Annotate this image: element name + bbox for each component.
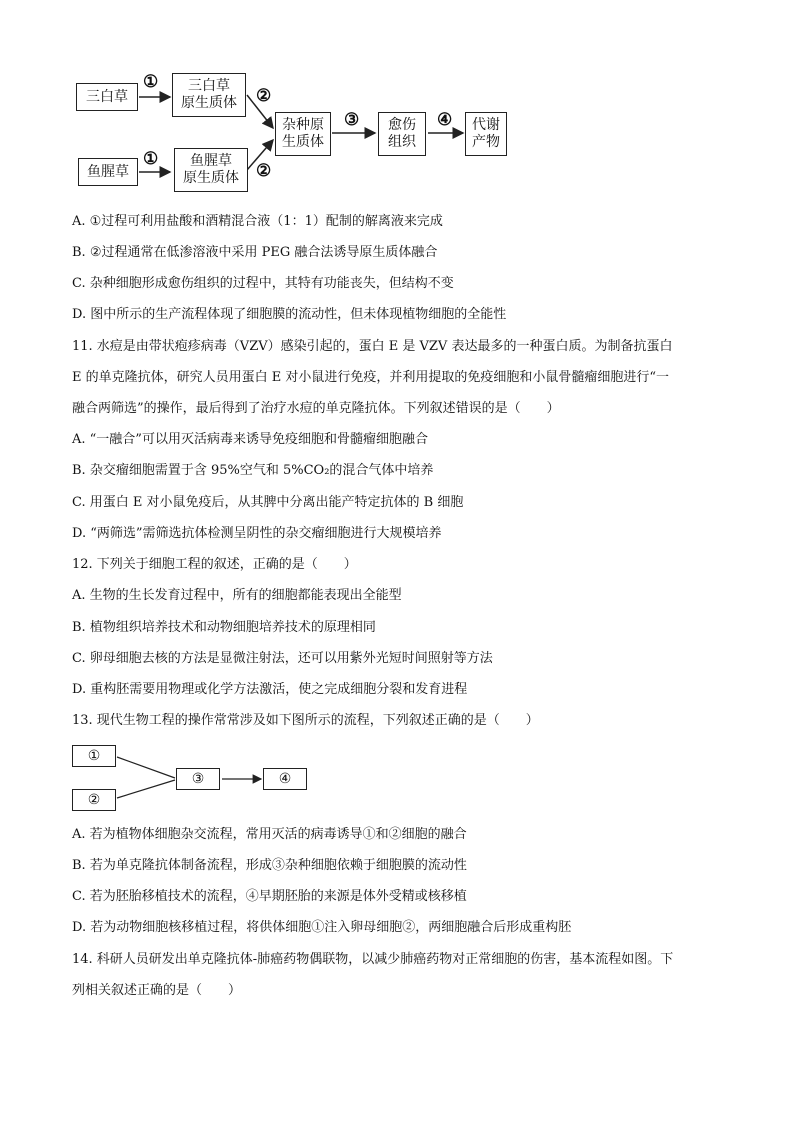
q14-stem-1: 14. 科研人员研发出单克隆抗体-肺癌药物偶联物，以减少肺癌药物对正常细胞的伤害，基本流程如图。下 [72, 952, 674, 967]
label-callus-1: 愈伤 [388, 117, 416, 133]
q13-option-d: D. 若为动物细胞核移植过程，将供体细胞①注入卵母细胞②，两细胞融合后形成重构胚 [72, 920, 572, 935]
q12-stem: 12. 下列关于细胞工程的叙述，正确的是（ ） [72, 557, 357, 572]
label-metab-1: 代谢 [472, 117, 500, 133]
label-hybrid-1: 杂种原 [282, 117, 324, 133]
label-yuxingcao: 鱼腥草 [87, 163, 129, 180]
q10-option-b: B. ②过程通常在低渗溶液中采用 PEG 融合法诱导原生质体融合 [72, 245, 438, 260]
q13-stem: 13. 现代生物工程的操作常常涉及如下图所示的流程，下列叙述正确的是（ ） [72, 713, 539, 728]
q11-option-a: A. “一融合”可以用灭活病毒来诱导免疫细胞和骨髓瘤细胞融合 [72, 432, 428, 447]
step-1-top: ① [143, 72, 159, 92]
box-metabolite [465, 112, 507, 156]
label-hybrid-2: 生质体 [282, 134, 324, 150]
q11-stem-3: 融合两筛选”的操作，最后得到了治疗水痘的单克隆抗体。下列叙述错误的是（ ） [72, 401, 560, 416]
step-4: ④ [437, 110, 453, 130]
q13-label-2: ② [87, 791, 101, 808]
label-sanbaicao-protoplast-2: 原生质体 [181, 95, 237, 111]
q13-option-b: B. 若为单克隆抗体制备流程，形成③杂种细胞依赖于细胞膜的流动性 [72, 858, 467, 873]
q11-stem-1: 11. 水痘是由带状疱疹病毒（VZV）感染引起的，蛋白 E 是 VZV 表达最多的一种蛋白质。为制备抗蛋白 [72, 339, 673, 354]
q11-stem-2: E 的单克隆抗体，研究人员用蛋白 E 对小鼠进行免疫，并利用提取的免疫细胞和小鼠骨髓瘤细胞进行“一 [72, 370, 670, 385]
step-2-top: ② [256, 86, 272, 106]
step-1-bottom: ① [143, 149, 159, 169]
step-2-bottom: ② [256, 161, 272, 181]
label-sanbaicao-protoplast-1: 三白草 [188, 78, 230, 94]
label-sanbaicao: 三白草 [86, 88, 128, 105]
label-yuxingcao-protoplast-2: 原生质体 [183, 170, 239, 186]
q10-option-d: D. 图中所示的生产流程体现了细胞膜的流动性，但未体现植物细胞的全能性 [72, 307, 507, 322]
box-sanbaicao [76, 83, 138, 111]
q11-option-b: B. 杂交瘤细胞需置于含 95%空气和 5%CO₂的混合气体中培养 [72, 463, 434, 478]
q13-box-3 [176, 768, 220, 790]
q10-option-c: C. 杂种细胞形成愈伤组织的过程中，其特有功能丧失，但结构不变 [72, 276, 454, 291]
arrow-q13-2 [117, 780, 175, 798]
q13-option-c: C. 若为胚胎移植技术的流程，④早期胚胎的来源是体外受精或核移植 [72, 889, 467, 904]
q11-option-c: C. 用蛋白 E 对小鼠免疫后，从其脾中分离出能产特定抗体的 B 细胞 [72, 495, 464, 510]
q13-option-a: A. 若为植物体细胞杂交流程，常用灭活的病毒诱导①和②细胞的融合 [72, 827, 467, 842]
q11-option-d: D. “两筛选”需筛选抗体检测呈阴性的杂交瘤细胞进行大规模培养 [72, 526, 442, 541]
q14-stem-2: 列相关叙述正确的是（ ） [72, 983, 242, 998]
box-yuxingcao-protoplast [174, 148, 248, 192]
label-yuxingcao-protoplast-1: 鱼腥草 [190, 153, 232, 169]
q12-option-d: D. 重构胚需要用物理或化学方法激活，使之完成细胞分裂和发育进程 [72, 682, 468, 697]
box-sanbaicao-protoplast [172, 73, 246, 117]
q13-box-2 [72, 789, 116, 811]
box-yuxingcao [78, 158, 138, 186]
q12-option-c: C. 卵母细胞去核的方法是显微注射法，还可以用紫外光短时间照射等方法 [72, 651, 493, 666]
q13-box-4 [263, 768, 307, 790]
q13-label-4: ④ [278, 770, 292, 787]
label-metab-2: 产物 [472, 134, 500, 150]
box-callus [378, 112, 426, 156]
q13-label-3: ③ [191, 770, 205, 787]
arrow-q13-1 [117, 757, 175, 778]
q12-option-a: A. 生物的生长发育过程中，所有的细胞都能表现出全能型 [72, 588, 402, 603]
box-hybrid-protoplast [275, 112, 331, 156]
q13-label-1: ① [87, 747, 101, 764]
q10-option-a: A. ①过程可利用盐酸和酒精混合液（1：1）配制的解离液来完成 [72, 214, 443, 229]
q12-option-b: B. 植物组织培养技术和动物细胞培养技术的原理相同 [72, 620, 376, 635]
label-callus-2: 组织 [388, 134, 416, 150]
step-3: ③ [344, 110, 360, 130]
q13-box-1 [72, 745, 116, 767]
